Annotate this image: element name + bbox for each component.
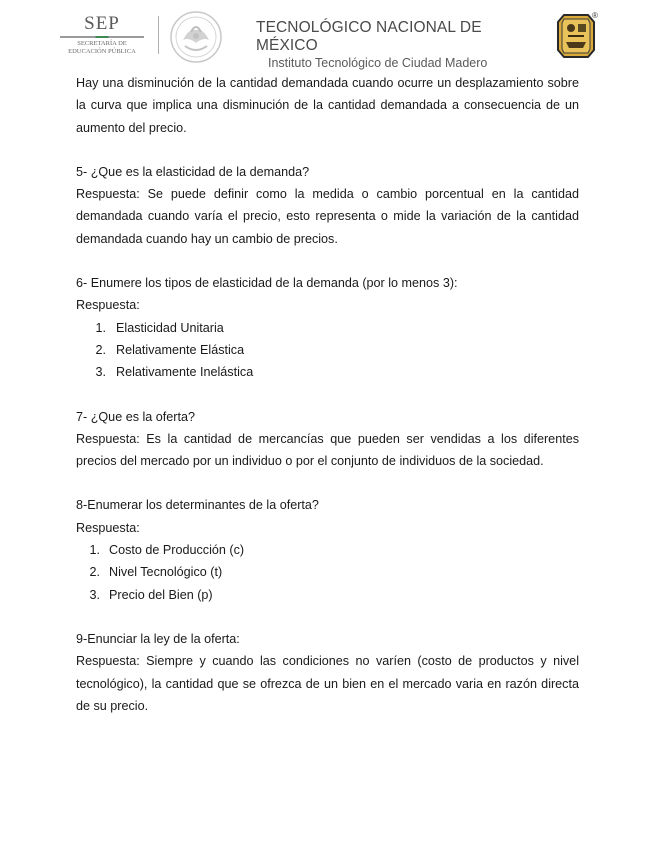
q7-answer: Respuesta: Es la cantidad de mercancías que pueden ser vendidas a los diferentes precios del mercado por un individuo o por el conjunto de individuos de la sociedad. [76, 431, 579, 469]
tecnm-block [256, 19, 546, 72]
header-divider [158, 16, 159, 54]
mexican-seal-icon [169, 10, 223, 64]
page-header [0, 0, 655, 70]
tecnm-title: TECNOLÓGICO NACIONAL DE MÉXICO [256, 19, 482, 54]
sep-subtitle-line2: EDUCACIÓN PÚBLICA [68, 48, 136, 55]
sep-logo [56, 14, 148, 56]
q8-list [76, 539, 579, 606]
q8-question: 8-Enumerar los determinantes de la oferta? [76, 498, 319, 513]
list-item: 1. Elasticidad Unitaria [95, 320, 224, 335]
list-item: 3. Relativamente Inelástica [95, 365, 254, 380]
list-item: 2. Nivel Tecnológico (t) [89, 565, 223, 580]
q5-question: 5- ¿Que es la elasticidad de la demanda? [76, 164, 310, 179]
q7-question: 7- ¿Que es la oferta? [76, 409, 196, 424]
q9-question: 9-Enunciar la ley de la oferta: [76, 631, 240, 646]
list-item: 1. Costo de Producción (c) [89, 543, 245, 558]
q9-answer: Respuesta: Siempre y cuando las condiciones no varíen (costo de productos y nivel tecnológico), la cantidad que se ofrezca de un bien en el mercado varia en razón directa de su precio. [76, 654, 579, 713]
itcm-logo-icon [556, 12, 596, 60]
q5-answer: Respuesta: Se puede definir como la medida o cambio porcentual en la cantidad demandada cuando varía el precio, esto representa o mide la variación de la cantidad demandada cuando hay un cambio de precios. [76, 187, 579, 246]
list-item: 2. Relativamente Elástica [95, 342, 245, 357]
q6-question: 6- Enumere los tipos de elasticidad de la demanda (por lo menos 3): [76, 276, 458, 291]
q6-list [76, 317, 579, 384]
tecnm-subtitle: Instituto Tecnológico de Ciudad Madero [268, 56, 488, 70]
registered-mark: ® [592, 11, 598, 20]
sep-subtitle-line1: SECRETARÍA DE [77, 40, 127, 47]
list-item: 3. Precio del Bien (p) [89, 587, 213, 602]
q6-answer-label: Respuesta: [76, 298, 140, 313]
intro-paragraph: Hay una disminución de la cantidad demandada cuando ocurre un desplazamiento sobre la curva que implica una disminución de la cantidad demandada a consecuencia de un aumento del precio. [76, 76, 579, 135]
sep-rule [60, 36, 144, 38]
q8-answer-label: Respuesta: [76, 520, 140, 535]
document-body [76, 72, 579, 717]
sep-title: SEP [84, 13, 120, 34]
